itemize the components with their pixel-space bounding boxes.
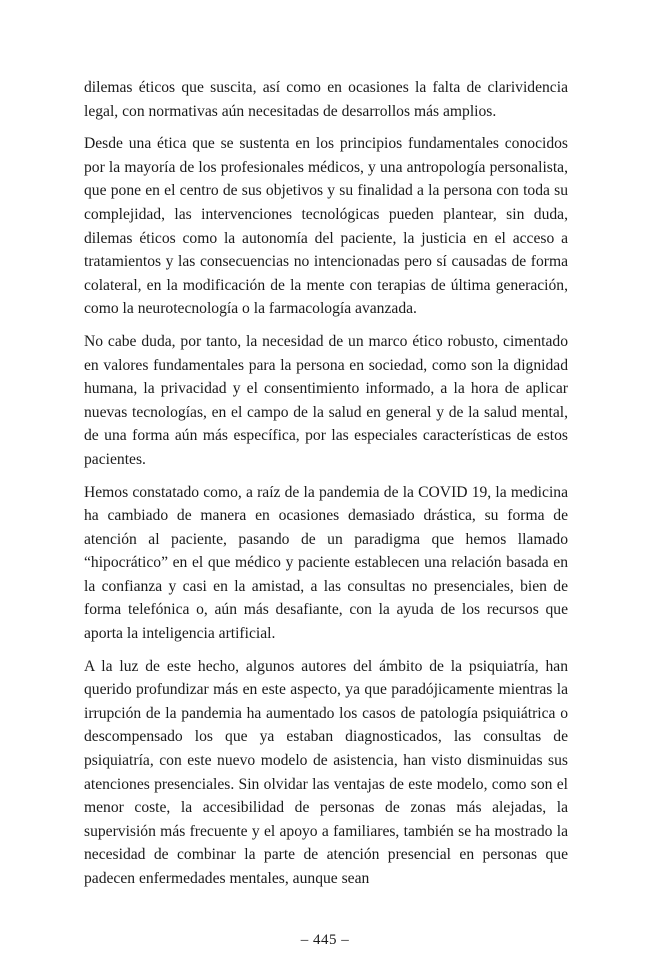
- paragraph-4: Hemos constatado como, a raíz de la pandemia de la COVID 19, la medicina ha cambiado de manera en ocasiones demasiado drástica, su forma de atención al paciente, pasando de un paradigma que hemos llamado “hipocrático” en el que médico y paciente establecen una relación basada en la confianza y casi en la amistad, a las consultas no presenciales, bien de forma telefónica o, aún más desafiante, con la ayuda de los recursos que aporta la inteligencia artificial.: [84, 483, 568, 643]
- paragraph-1: dilemas éticos que suscita, así como en ocasiones la falta de clarividencia legal, con normativas aún necesitadas de desarrollos más amplios.: [84, 79, 568, 120]
- page-body: [84, 76, 568, 891]
- paragraph-2: Desde una ética que se sustenta en los principios fundamentales conocidos por la mayoría de los profesionales médicos, y una antropología personalista, que pone en el centro de sus objetivos y su finalidad a la persona con toda su complejidad, las intervenciones tecnológicas pueden plantear, sin duda, dilemas éticos como la autonomía del paciente, la justicia en el acceso a tratamientos y las consecuencias no intencionadas pero sí causadas de forma colateral, en la modificación de la mente con terapias de última generación, como la neurotecnología o la farmacología avanzada.: [84, 135, 568, 318]
- paragraph-3: No cabe duda, por tanto, la necesidad de un marco ético robusto, cimentado en valores fundamentales para la persona en sociedad, como son la dignidad humana, la privacidad y el consentimiento informado, a la hora de aplicar nuevas tecnologías, en el campo de la salud en general y de la salud mental, de una forma aún más específica, por las especiales características de estos pacientes.: [84, 332, 568, 468]
- page-number: – 445 –: [300, 932, 350, 948]
- paragraph-5: A la luz de este hecho, algunos autores del ámbito de la psiquiatría, han querido profundizar más en este aspecto, ya que paradójicamente mientras la irrupción de la pandemia ha aumentado los casos de patología psiquiátrica o descompensado los que ya estaban diagnosticados, las consultas de psiquiatría, con este nuevo modelo de asistencia, han visto disminuidas sus atenciones presenciales. Sin olvidar las ventajas de este modelo, como son el menor coste, la accesibilidad de personas de zonas más alejadas, la supervisión más frecuente y el apoyo a familiares, también se ha mostrado la necesidad de combinar la parte de atención presencial en personas que padecen enfermedades mentales, aunque sean: [84, 657, 568, 887]
